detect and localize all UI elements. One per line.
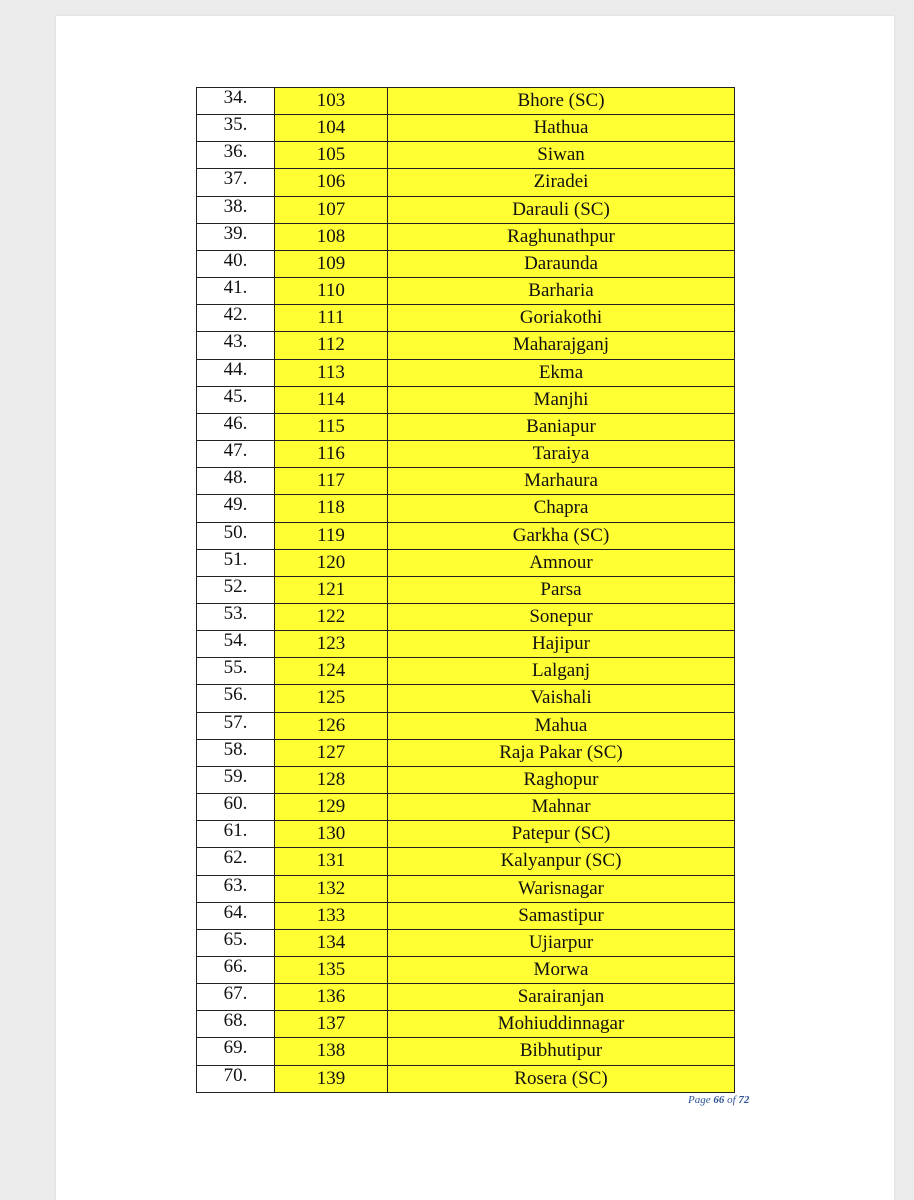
table-row bbox=[197, 794, 735, 821]
serial-number-cell bbox=[197, 223, 275, 250]
serial-number-cell bbox=[197, 1038, 275, 1065]
constituency-number-cell-text: 128 bbox=[316, 768, 346, 790]
serial-number-cell bbox=[197, 88, 275, 115]
serial-number-cell bbox=[197, 603, 275, 630]
constituency-number-cell-text: 111 bbox=[317, 307, 345, 329]
serial-number-cell-text: 68. bbox=[223, 1010, 248, 1032]
footer-page-word: Page bbox=[688, 1094, 711, 1106]
serial-number-cell-text: 38. bbox=[223, 196, 248, 217]
table-row bbox=[197, 712, 735, 739]
serial-number-cell bbox=[197, 278, 275, 305]
constituency-number-cell bbox=[275, 115, 388, 142]
constituency-name-cell-text: Ekma bbox=[538, 361, 584, 383]
constituency-name-cell bbox=[388, 278, 735, 305]
table-row bbox=[197, 223, 735, 250]
table-row bbox=[197, 549, 735, 576]
serial-number-cell bbox=[197, 413, 275, 440]
constituency-number-cell bbox=[275, 929, 388, 956]
constituency-number-cell bbox=[275, 169, 388, 196]
constituency-number-cell bbox=[275, 1065, 388, 1092]
table-row bbox=[197, 522, 735, 549]
constituency-number-cell-text: 107 bbox=[316, 198, 346, 220]
constituency-name-cell bbox=[388, 739, 735, 766]
constituency-number-cell bbox=[275, 522, 388, 549]
table-row bbox=[197, 929, 735, 956]
constituency-name-cell bbox=[388, 712, 735, 739]
serial-number-cell bbox=[197, 1065, 275, 1092]
constituency-name-cell bbox=[388, 359, 735, 386]
constituency-number-cell bbox=[275, 821, 388, 848]
constituency-name-cell bbox=[388, 169, 735, 196]
constituency-name-cell-text: Taraiya bbox=[532, 443, 590, 465]
serial-number-cell-text: 39. bbox=[223, 223, 248, 244]
constituency-name-cell-text: Rosera (SC) bbox=[514, 1067, 608, 1089]
constituency-name-cell bbox=[388, 142, 735, 169]
table-row bbox=[197, 305, 735, 332]
serial-number-cell bbox=[197, 169, 275, 196]
serial-number-cell bbox=[197, 875, 275, 902]
serial-number-cell bbox=[197, 957, 275, 984]
constituency-name-cell-text: Chapra bbox=[533, 497, 589, 519]
serial-number-cell bbox=[197, 984, 275, 1011]
constituency-number-cell-text: 124 bbox=[316, 660, 346, 682]
table-row bbox=[197, 250, 735, 277]
constituency-table bbox=[196, 87, 735, 1093]
constituency-number-cell-text: 110 bbox=[317, 280, 345, 302]
constituency-number-cell-text: 135 bbox=[316, 959, 346, 980]
table-row bbox=[197, 766, 735, 793]
table-row bbox=[197, 984, 735, 1011]
table-row bbox=[197, 821, 735, 848]
constituency-name-cell-text: Bhore (SC) bbox=[517, 90, 605, 111]
constituency-number-cell bbox=[275, 332, 388, 359]
constituency-name-cell bbox=[388, 576, 735, 603]
serial-number-cell bbox=[197, 821, 275, 848]
serial-number-cell bbox=[197, 468, 275, 495]
constituency-name-cell bbox=[388, 386, 735, 413]
serial-number-cell-text: 70. bbox=[223, 1065, 248, 1086]
serial-number-cell bbox=[197, 250, 275, 277]
constituency-number-cell bbox=[275, 1011, 388, 1038]
constituency-number-cell bbox=[275, 223, 388, 250]
constituency-number-cell bbox=[275, 386, 388, 413]
serial-number-cell-text: 48. bbox=[223, 467, 248, 489]
table-row bbox=[197, 115, 735, 142]
constituency-name-cell bbox=[388, 468, 735, 495]
serial-number-cell bbox=[197, 848, 275, 875]
serial-number-cell-text: 59. bbox=[223, 766, 248, 787]
serial-number-cell-text: 42. bbox=[223, 304, 248, 326]
constituency-name-cell bbox=[388, 413, 735, 440]
constituency-name-cell-text: Mahnar bbox=[531, 796, 591, 818]
constituency-number-cell bbox=[275, 250, 388, 277]
footer-of-word: of bbox=[727, 1094, 736, 1106]
constituency-name-cell-text: Garkha (SC) bbox=[512, 524, 610, 546]
constituency-name-cell-text: Raghunathpur bbox=[507, 225, 615, 247]
serial-number-cell bbox=[197, 196, 275, 223]
constituency-name-cell bbox=[388, 250, 735, 277]
table-row bbox=[197, 1065, 735, 1092]
serial-number-cell-text: 41. bbox=[223, 277, 248, 299]
serial-number-cell-text: 46. bbox=[223, 413, 248, 434]
constituency-number-cell bbox=[275, 984, 388, 1011]
constituency-name-cell bbox=[388, 957, 735, 984]
constituency-number-cell bbox=[275, 712, 388, 739]
serial-number-cell-text: 36. bbox=[223, 141, 248, 163]
constituency-number-cell bbox=[275, 196, 388, 223]
page-footer bbox=[688, 1094, 749, 1106]
serial-number-cell-text: 57. bbox=[223, 712, 248, 733]
constituency-number-cell-text: 116 bbox=[317, 443, 345, 465]
serial-number-cell bbox=[197, 739, 275, 766]
constituency-number-cell-text: 114 bbox=[317, 388, 345, 410]
constituency-number-cell-text: 106 bbox=[316, 171, 346, 193]
constituency-name-cell-text: Raja Pakar (SC) bbox=[499, 741, 623, 763]
table-row bbox=[197, 169, 735, 196]
constituency-name-cell bbox=[388, 1038, 735, 1065]
table-body bbox=[197, 88, 735, 1093]
constituency-name-cell bbox=[388, 929, 735, 956]
table-row bbox=[197, 603, 735, 630]
serial-number-cell bbox=[197, 386, 275, 413]
serial-number-cell-text: 45. bbox=[223, 386, 248, 407]
constituency-name-cell-text: Parsa bbox=[540, 578, 582, 600]
serial-number-cell bbox=[197, 549, 275, 576]
table-row bbox=[197, 413, 735, 440]
constituency-name-cell bbox=[388, 631, 735, 658]
serial-number-cell-text: 40. bbox=[223, 250, 248, 271]
constituency-number-cell bbox=[275, 305, 388, 332]
constituency-number-cell-text: 133 bbox=[316, 904, 346, 926]
constituency-number-cell bbox=[275, 441, 388, 468]
serial-number-cell bbox=[197, 359, 275, 386]
constituency-name-cell-text: Siwan bbox=[537, 144, 585, 166]
serial-number-cell-text: 64. bbox=[223, 902, 248, 923]
serial-number-cell bbox=[197, 766, 275, 793]
constituency-number-cell bbox=[275, 88, 388, 115]
constituency-name-cell bbox=[388, 332, 735, 359]
serial-number-cell-text: 54. bbox=[223, 630, 248, 652]
constituency-number-cell bbox=[275, 794, 388, 821]
serial-number-cell bbox=[197, 576, 275, 603]
serial-number-cell-text: 51. bbox=[223, 549, 248, 570]
constituency-number-cell bbox=[275, 957, 388, 984]
table-row bbox=[197, 1011, 735, 1038]
constituency-name-cell-text: Sarairanjan bbox=[517, 986, 605, 1008]
constituency-name-cell bbox=[388, 658, 735, 685]
constituency-number-cell bbox=[275, 685, 388, 712]
constituency-name-cell bbox=[388, 821, 735, 848]
constituency-number-cell bbox=[275, 468, 388, 495]
table-row bbox=[197, 196, 735, 223]
serial-number-cell bbox=[197, 522, 275, 549]
serial-number-cell-text: 50. bbox=[223, 522, 248, 543]
constituency-name-cell-text: Hathua bbox=[533, 117, 589, 139]
constituency-number-cell bbox=[275, 413, 388, 440]
serial-number-cell bbox=[197, 794, 275, 821]
constituency-name-cell-text: Kalyanpur (SC) bbox=[500, 850, 622, 872]
table-row bbox=[197, 685, 735, 712]
serial-number-cell-text: 47. bbox=[223, 440, 248, 462]
serial-number-cell-text: 66. bbox=[223, 956, 248, 977]
constituency-number-cell-text: 138 bbox=[316, 1040, 346, 1062]
constituency-name-cell bbox=[388, 794, 735, 821]
constituency-name-cell-text: Raghopur bbox=[523, 768, 599, 790]
serial-number-cell-text: 44. bbox=[223, 359, 248, 380]
table-row bbox=[197, 359, 735, 386]
constituency-name-cell-text: Ziradei bbox=[533, 171, 589, 193]
constituency-number-cell-text: 105 bbox=[316, 144, 346, 166]
constituency-number-cell-text: 126 bbox=[316, 714, 346, 736]
serial-number-cell bbox=[197, 685, 275, 712]
constituency-number-cell-text: 127 bbox=[316, 741, 346, 763]
constituency-name-cell-text: Mahua bbox=[534, 714, 588, 736]
constituency-number-cell-text: 137 bbox=[316, 1013, 346, 1035]
constituency-number-cell-text: 118 bbox=[317, 497, 345, 519]
constituency-number-cell-text: 123 bbox=[316, 633, 346, 655]
table-row bbox=[197, 441, 735, 468]
table-row bbox=[197, 875, 735, 902]
constituency-name-cell-text: Lalganj bbox=[531, 660, 591, 682]
serial-number-cell bbox=[197, 305, 275, 332]
constituency-name-cell-text: Maharajganj bbox=[512, 334, 609, 356]
constituency-number-cell-text: 108 bbox=[316, 225, 346, 247]
serial-number-cell-text: 43. bbox=[223, 331, 248, 353]
constituency-number-cell-text: 119 bbox=[317, 524, 345, 546]
constituency-name-cell bbox=[388, 603, 735, 630]
constituency-number-cell bbox=[275, 549, 388, 576]
table-row bbox=[197, 739, 735, 766]
constituency-number-cell bbox=[275, 631, 388, 658]
table-row bbox=[197, 902, 735, 929]
serial-number-cell-text: 67. bbox=[223, 983, 248, 1005]
serial-number-cell-text: 53. bbox=[223, 603, 248, 624]
table-row bbox=[197, 278, 735, 305]
constituency-number-cell bbox=[275, 766, 388, 793]
serial-number-cell-text: 58. bbox=[223, 739, 248, 760]
constituency-name-cell bbox=[388, 305, 735, 332]
constituency-name-cell-text: Darauli (SC) bbox=[512, 198, 610, 220]
table-row bbox=[197, 957, 735, 984]
constituency-name-cell bbox=[388, 549, 735, 576]
constituency-name-cell-text: Samastipur bbox=[518, 904, 604, 926]
table-row bbox=[197, 88, 735, 115]
constituency-number-cell-text: 129 bbox=[316, 796, 346, 818]
constituency-number-cell-text: 125 bbox=[316, 687, 346, 709]
serial-number-cell-text: 62. bbox=[223, 847, 248, 869]
serial-number-cell-text: 52. bbox=[223, 576, 248, 597]
constituency-name-cell bbox=[388, 196, 735, 223]
serial-number-cell bbox=[197, 142, 275, 169]
constituency-name-cell-text: Barharia bbox=[528, 280, 594, 302]
constituency-number-cell bbox=[275, 902, 388, 929]
constituency-number-cell-text: 112 bbox=[317, 334, 345, 356]
constituency-number-cell-text: 122 bbox=[316, 605, 346, 627]
serial-number-cell-text: 34. bbox=[223, 87, 248, 108]
table-row bbox=[197, 468, 735, 495]
constituency-name-cell bbox=[388, 848, 735, 875]
serial-number-cell-text: 49. bbox=[223, 494, 248, 516]
constituency-name-cell-text: Daraunda bbox=[524, 252, 598, 274]
constituency-name-cell bbox=[388, 115, 735, 142]
constituency-number-cell-text: 109 bbox=[316, 252, 346, 274]
constituency-name-cell bbox=[388, 875, 735, 902]
constituency-number-cell bbox=[275, 359, 388, 386]
serial-number-cell-text: 37. bbox=[223, 168, 248, 190]
serial-number-cell bbox=[197, 712, 275, 739]
constituency-number-cell bbox=[275, 848, 388, 875]
constituency-number-cell-text: 132 bbox=[316, 877, 346, 899]
constituency-number-cell bbox=[275, 875, 388, 902]
constituency-number-cell bbox=[275, 576, 388, 603]
constituency-number-cell bbox=[275, 1038, 388, 1065]
serial-number-cell bbox=[197, 902, 275, 929]
serial-number-cell-text: 65. bbox=[223, 929, 248, 950]
constituency-number-cell-text: 104 bbox=[316, 117, 346, 139]
constituency-name-cell-text: Warisnagar bbox=[517, 877, 605, 899]
table-row bbox=[197, 386, 735, 413]
serial-number-cell bbox=[197, 1011, 275, 1038]
document-page bbox=[56, 16, 894, 1200]
constituency-name-cell-text: Morwa bbox=[533, 959, 589, 980]
constituency-name-cell bbox=[388, 1065, 735, 1092]
serial-number-cell bbox=[197, 441, 275, 468]
table-row bbox=[197, 576, 735, 603]
constituency-name-cell-text: Sonepur bbox=[529, 605, 593, 627]
constituency-name-cell-text: Patepur (SC) bbox=[511, 823, 611, 845]
constituency-name-cell-text: Mohiuddinnagar bbox=[497, 1013, 625, 1035]
footer-page-total: 72 bbox=[738, 1094, 750, 1106]
table-row bbox=[197, 495, 735, 522]
serial-number-cell-text: 55. bbox=[223, 657, 248, 679]
constituency-number-cell bbox=[275, 658, 388, 685]
serial-number-cell-text: 69. bbox=[223, 1037, 248, 1059]
constituency-name-cell bbox=[388, 984, 735, 1011]
constituency-name-cell bbox=[388, 223, 735, 250]
constituency-number-cell-text: 115 bbox=[317, 415, 345, 437]
constituency-name-cell-text: Hajipur bbox=[531, 633, 591, 655]
serial-number-cell-text: 60. bbox=[223, 793, 248, 815]
constituency-number-cell bbox=[275, 142, 388, 169]
serial-number-cell bbox=[197, 929, 275, 956]
constituency-number-cell-text: 120 bbox=[316, 551, 346, 573]
constituency-name-cell-text: Amnour bbox=[529, 551, 593, 573]
serial-number-cell-text: 56. bbox=[223, 684, 248, 706]
serial-number-cell bbox=[197, 332, 275, 359]
constituency-name-cell-text: Marhaura bbox=[524, 470, 598, 492]
constituency-name-cell-text: Goriakothi bbox=[519, 307, 603, 329]
constituency-name-cell bbox=[388, 522, 735, 549]
serial-number-cell-text: 35. bbox=[223, 114, 248, 136]
constituency-name-cell bbox=[388, 1011, 735, 1038]
table-row bbox=[197, 142, 735, 169]
serial-number-cell-text: 63. bbox=[223, 875, 248, 896]
constituency-name-cell bbox=[388, 88, 735, 115]
serial-number-cell bbox=[197, 495, 275, 522]
constituency-name-cell-text: Baniapur bbox=[526, 415, 596, 437]
constituency-name-cell-text: Vaishali bbox=[530, 687, 592, 709]
constituency-number-cell-text: 130 bbox=[316, 823, 346, 845]
table-row bbox=[197, 1038, 735, 1065]
table-row bbox=[197, 848, 735, 875]
serial-number-cell bbox=[197, 115, 275, 142]
constituency-number-cell bbox=[275, 603, 388, 630]
table-row bbox=[197, 658, 735, 685]
constituency-name-cell bbox=[388, 495, 735, 522]
constituency-number-cell bbox=[275, 495, 388, 522]
constituency-number-cell-text: 134 bbox=[316, 931, 346, 953]
table-row bbox=[197, 332, 735, 359]
constituency-number-cell-text: 139 bbox=[316, 1067, 346, 1089]
constituency-number-cell bbox=[275, 278, 388, 305]
footer-page-current: 66 bbox=[713, 1094, 725, 1106]
constituency-number-cell-text: 117 bbox=[317, 470, 345, 492]
table-row bbox=[197, 631, 735, 658]
constituency-number-cell-text: 121 bbox=[316, 578, 346, 600]
constituency-name-cell-text: Ujiarpur bbox=[528, 931, 594, 953]
constituency-number-cell-text: 131 bbox=[316, 850, 346, 872]
constituency-name-cell bbox=[388, 766, 735, 793]
constituency-name-cell bbox=[388, 685, 735, 712]
constituency-number-cell-text: 113 bbox=[317, 361, 345, 383]
constituency-number-cell-text: 103 bbox=[316, 90, 346, 111]
constituency-name-cell bbox=[388, 902, 735, 929]
serial-number-cell bbox=[197, 658, 275, 685]
constituency-name-cell-text: Bibhutipur bbox=[519, 1040, 603, 1062]
serial-number-cell-text: 61. bbox=[223, 820, 248, 842]
constituency-name-cell bbox=[388, 441, 735, 468]
serial-number-cell bbox=[197, 631, 275, 658]
constituency-number-cell-text: 136 bbox=[316, 986, 346, 1008]
constituency-name-cell-text: Manjhi bbox=[533, 388, 589, 410]
constituency-number-cell bbox=[275, 739, 388, 766]
